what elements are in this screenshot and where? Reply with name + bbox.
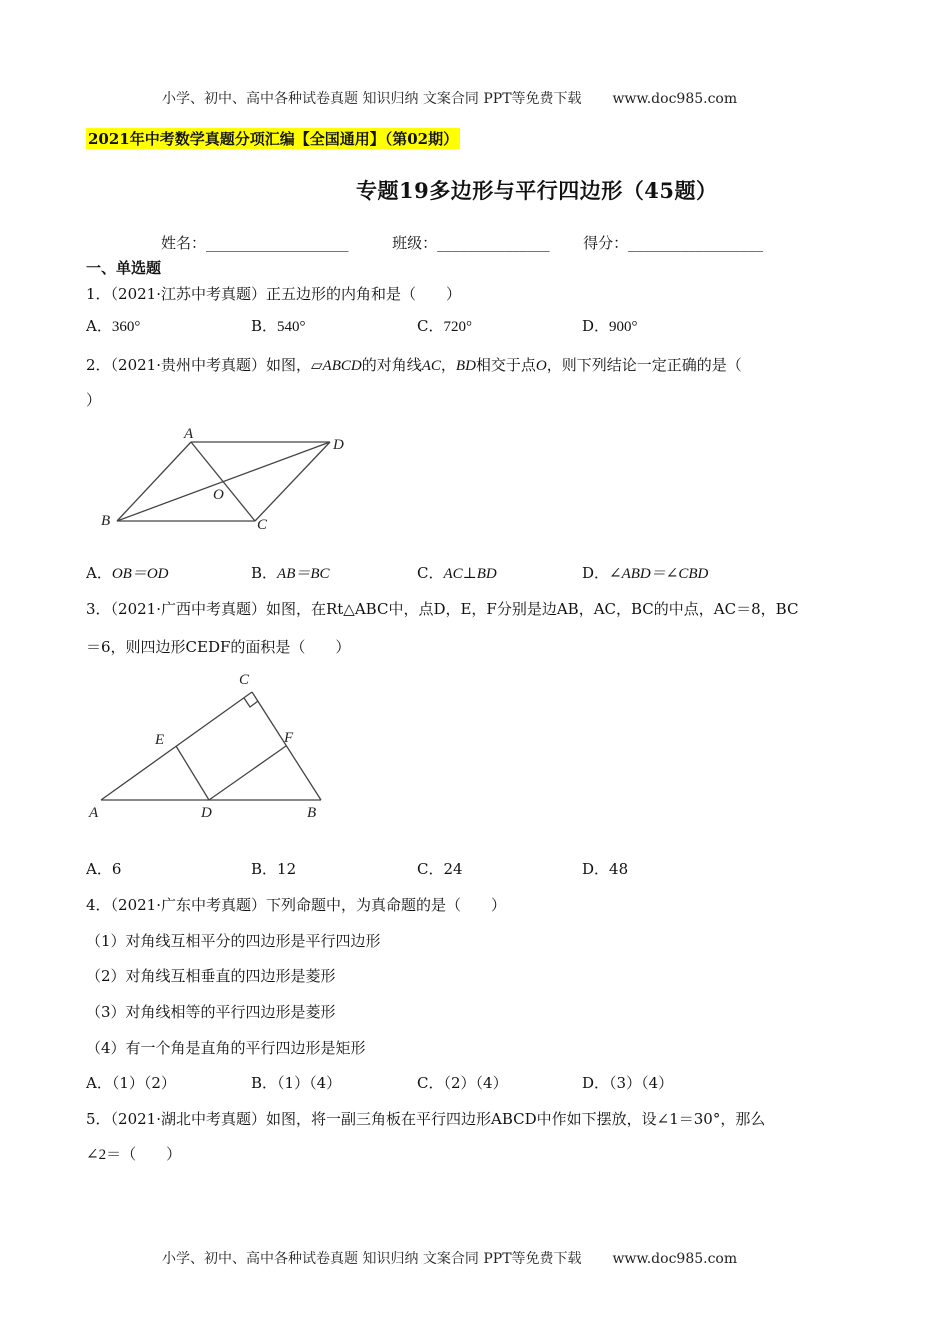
page-title: 专题19多边形与平行四边形（45题）	[356, 178, 718, 203]
option-letter: D．	[582, 1074, 610, 1092]
right-angle-mark	[244, 698, 258, 707]
option-value: （2）（4）	[443, 1074, 508, 1092]
option-letter: D．	[582, 317, 610, 335]
q2-option-c[interactable]	[417, 562, 497, 583]
score-field[interactable]: __________________	[628, 234, 764, 252]
q3-option-d[interactable]	[582, 858, 628, 879]
label-c: C	[257, 517, 268, 533]
question-5	[86, 1108, 765, 1129]
diagonal-bd	[117, 442, 330, 521]
q2-text-d: ，则下列结论一定正确的是（	[546, 356, 742, 374]
option-letter: A．	[86, 564, 112, 582]
q2-text-e: ）	[86, 391, 102, 409]
header-banner-url[interactable]: www.doc985.com	[612, 91, 738, 107]
q2-o: O	[535, 358, 547, 374]
q4-statement: （1）对角线互相平分的四边形是平行四边形	[86, 932, 381, 950]
header-banner	[162, 88, 737, 108]
option-value: 6	[111, 860, 122, 878]
q1-option-a[interactable]	[86, 315, 140, 336]
section-heading: 一、单选题	[86, 259, 162, 277]
q2-text-a: （2021·贵州中考真题）如图，	[110, 356, 311, 374]
label-a: A	[89, 805, 99, 821]
name-label: 姓名：	[161, 234, 207, 252]
option-value: 720°	[443, 319, 472, 335]
option-letter: B．	[251, 564, 278, 582]
q2-text-c: 相交于点	[475, 356, 536, 374]
exam-subtitle: 2021年中考数学真题分项汇编【全国通用】（第02期）	[88, 130, 459, 148]
q5-angle2: ∠2＝	[86, 1147, 122, 1163]
q3-number: 3．	[86, 600, 111, 618]
q4-text: （2021·广东中考真题）下列命题中，为真命题的是（ ）	[110, 896, 506, 914]
q4-option-b[interactable]	[251, 1072, 341, 1093]
option-value: 360°	[111, 319, 141, 335]
segment-ed	[176, 746, 209, 800]
option-letter: B．	[251, 860, 278, 878]
class-field[interactable]: _______________	[437, 234, 550, 252]
label-o: O	[213, 487, 224, 503]
q2-ac: AC	[421, 358, 441, 374]
label-d: D	[333, 437, 344, 453]
option-letter: D．	[582, 860, 610, 878]
footer-banner-url[interactable]: www.doc985.com	[612, 1251, 738, 1267]
option-value: 540°	[277, 319, 306, 335]
option-letter: B．	[251, 317, 278, 335]
option-value: （1）（4）	[277, 1074, 342, 1092]
q5-number: 5．	[86, 1110, 111, 1128]
q1-text: （2021·江苏中考真题）正五边形的内角和是（ ）	[110, 285, 461, 303]
question-3	[86, 598, 798, 619]
option-letter: A．	[86, 860, 112, 878]
label-f: F	[284, 730, 294, 746]
q4-statement: （2）对角线互相垂直的四边形是菱形	[86, 967, 336, 985]
q2-bd: BD	[455, 358, 476, 374]
label-b: B	[101, 513, 111, 529]
option-value: OB＝OD	[111, 566, 169, 582]
question-4	[86, 894, 506, 915]
option-letter: C．	[417, 1074, 444, 1092]
footer-banner-text: 小学、初中、高中各种试卷真题 知识归纳 文案合同 PPT等免费下载	[162, 1251, 582, 1267]
option-value: AB＝BC	[277, 566, 330, 582]
q2-option-a[interactable]	[86, 562, 169, 583]
name-field[interactable]: ___________________	[206, 234, 349, 252]
q5-line2	[86, 1143, 181, 1164]
q3-triangle-figure	[85, 668, 330, 823]
q1-option-c[interactable]	[417, 315, 472, 336]
option-letter: A．	[86, 1074, 112, 1092]
q4-statement: （3）对角线相等的平行四边形是菱形	[86, 1003, 336, 1021]
q2-option-b[interactable]	[251, 562, 330, 583]
q5-paren: （ ）	[121, 1145, 182, 1163]
q2-option-d[interactable]	[582, 562, 708, 583]
q2-text-b: 的对角线	[361, 356, 422, 374]
segment-ab	[117, 442, 191, 521]
question-1	[86, 283, 461, 304]
q4-option-c[interactable]	[417, 1072, 508, 1093]
student-info	[161, 232, 763, 253]
q5-line1: （2021·湖北中考真题）如图，将一副三角板在平行四边形ABCD中作如下摆放，设∠1＝30°，那么	[110, 1110, 766, 1128]
option-letter: C．	[417, 317, 444, 335]
q4-option-d[interactable]	[582, 1072, 673, 1093]
option-value: ∠ABD＝∠CBD	[609, 566, 709, 582]
segment-cb	[252, 692, 321, 800]
class-label: 班级：	[392, 234, 438, 252]
q1-option-d[interactable]	[582, 315, 638, 336]
question-2	[86, 354, 742, 375]
label-b: B	[307, 805, 317, 821]
q3-option-a[interactable]	[86, 858, 121, 879]
q3-option-c[interactable]	[417, 858, 463, 879]
q3-option-b[interactable]	[251, 858, 296, 879]
label-c: C	[239, 672, 250, 688]
option-value: 12	[277, 860, 297, 878]
q1-number: 1．	[86, 285, 111, 303]
q2-number: 2．	[86, 356, 111, 374]
option-letter: C．	[417, 564, 444, 582]
option-value: 24	[443, 860, 463, 878]
q3-line1: （2021·广西中考真题）如图，在Rt△ABC中，点D，E，F分别是边AB，AC，BC的中点，AC＝8，BC	[110, 600, 799, 618]
q4-statement: （4）有一个角是直角的平行四边形是矩形	[86, 1039, 366, 1057]
option-value: 48	[609, 860, 629, 878]
option-letter: B．	[251, 1074, 278, 1092]
q3-line2: ＝6，则四边形CEDF的面积是（ ）	[86, 638, 351, 656]
option-value: 900°	[609, 319, 638, 335]
segment-df	[209, 746, 286, 800]
score-label: 得分：	[583, 234, 629, 252]
q2-parallelogram-figure	[95, 425, 355, 535]
q1-option-b[interactable]	[251, 315, 306, 336]
option-value: （1）（2）	[111, 1074, 176, 1092]
option-value: （3）（4）	[609, 1074, 674, 1092]
footer-banner	[162, 1248, 737, 1268]
option-letter: C．	[417, 860, 444, 878]
q4-number: 4．	[86, 896, 111, 914]
q2-comma: ，	[440, 356, 456, 374]
segment-cd	[255, 442, 330, 521]
q2-parallelogram: ▱ABCD	[311, 358, 362, 374]
label-a: A	[184, 426, 194, 442]
option-value: AC⊥BD	[443, 566, 497, 582]
q4-option-a[interactable]	[86, 1072, 176, 1093]
option-letter: A．	[86, 317, 112, 335]
label-e: E	[155, 732, 165, 748]
header-banner-text: 小学、初中、高中各种试卷真题 知识归纳 文案合同 PPT等免费下载	[162, 91, 582, 107]
label-d: D	[201, 805, 212, 821]
option-letter: D．	[582, 564, 610, 582]
